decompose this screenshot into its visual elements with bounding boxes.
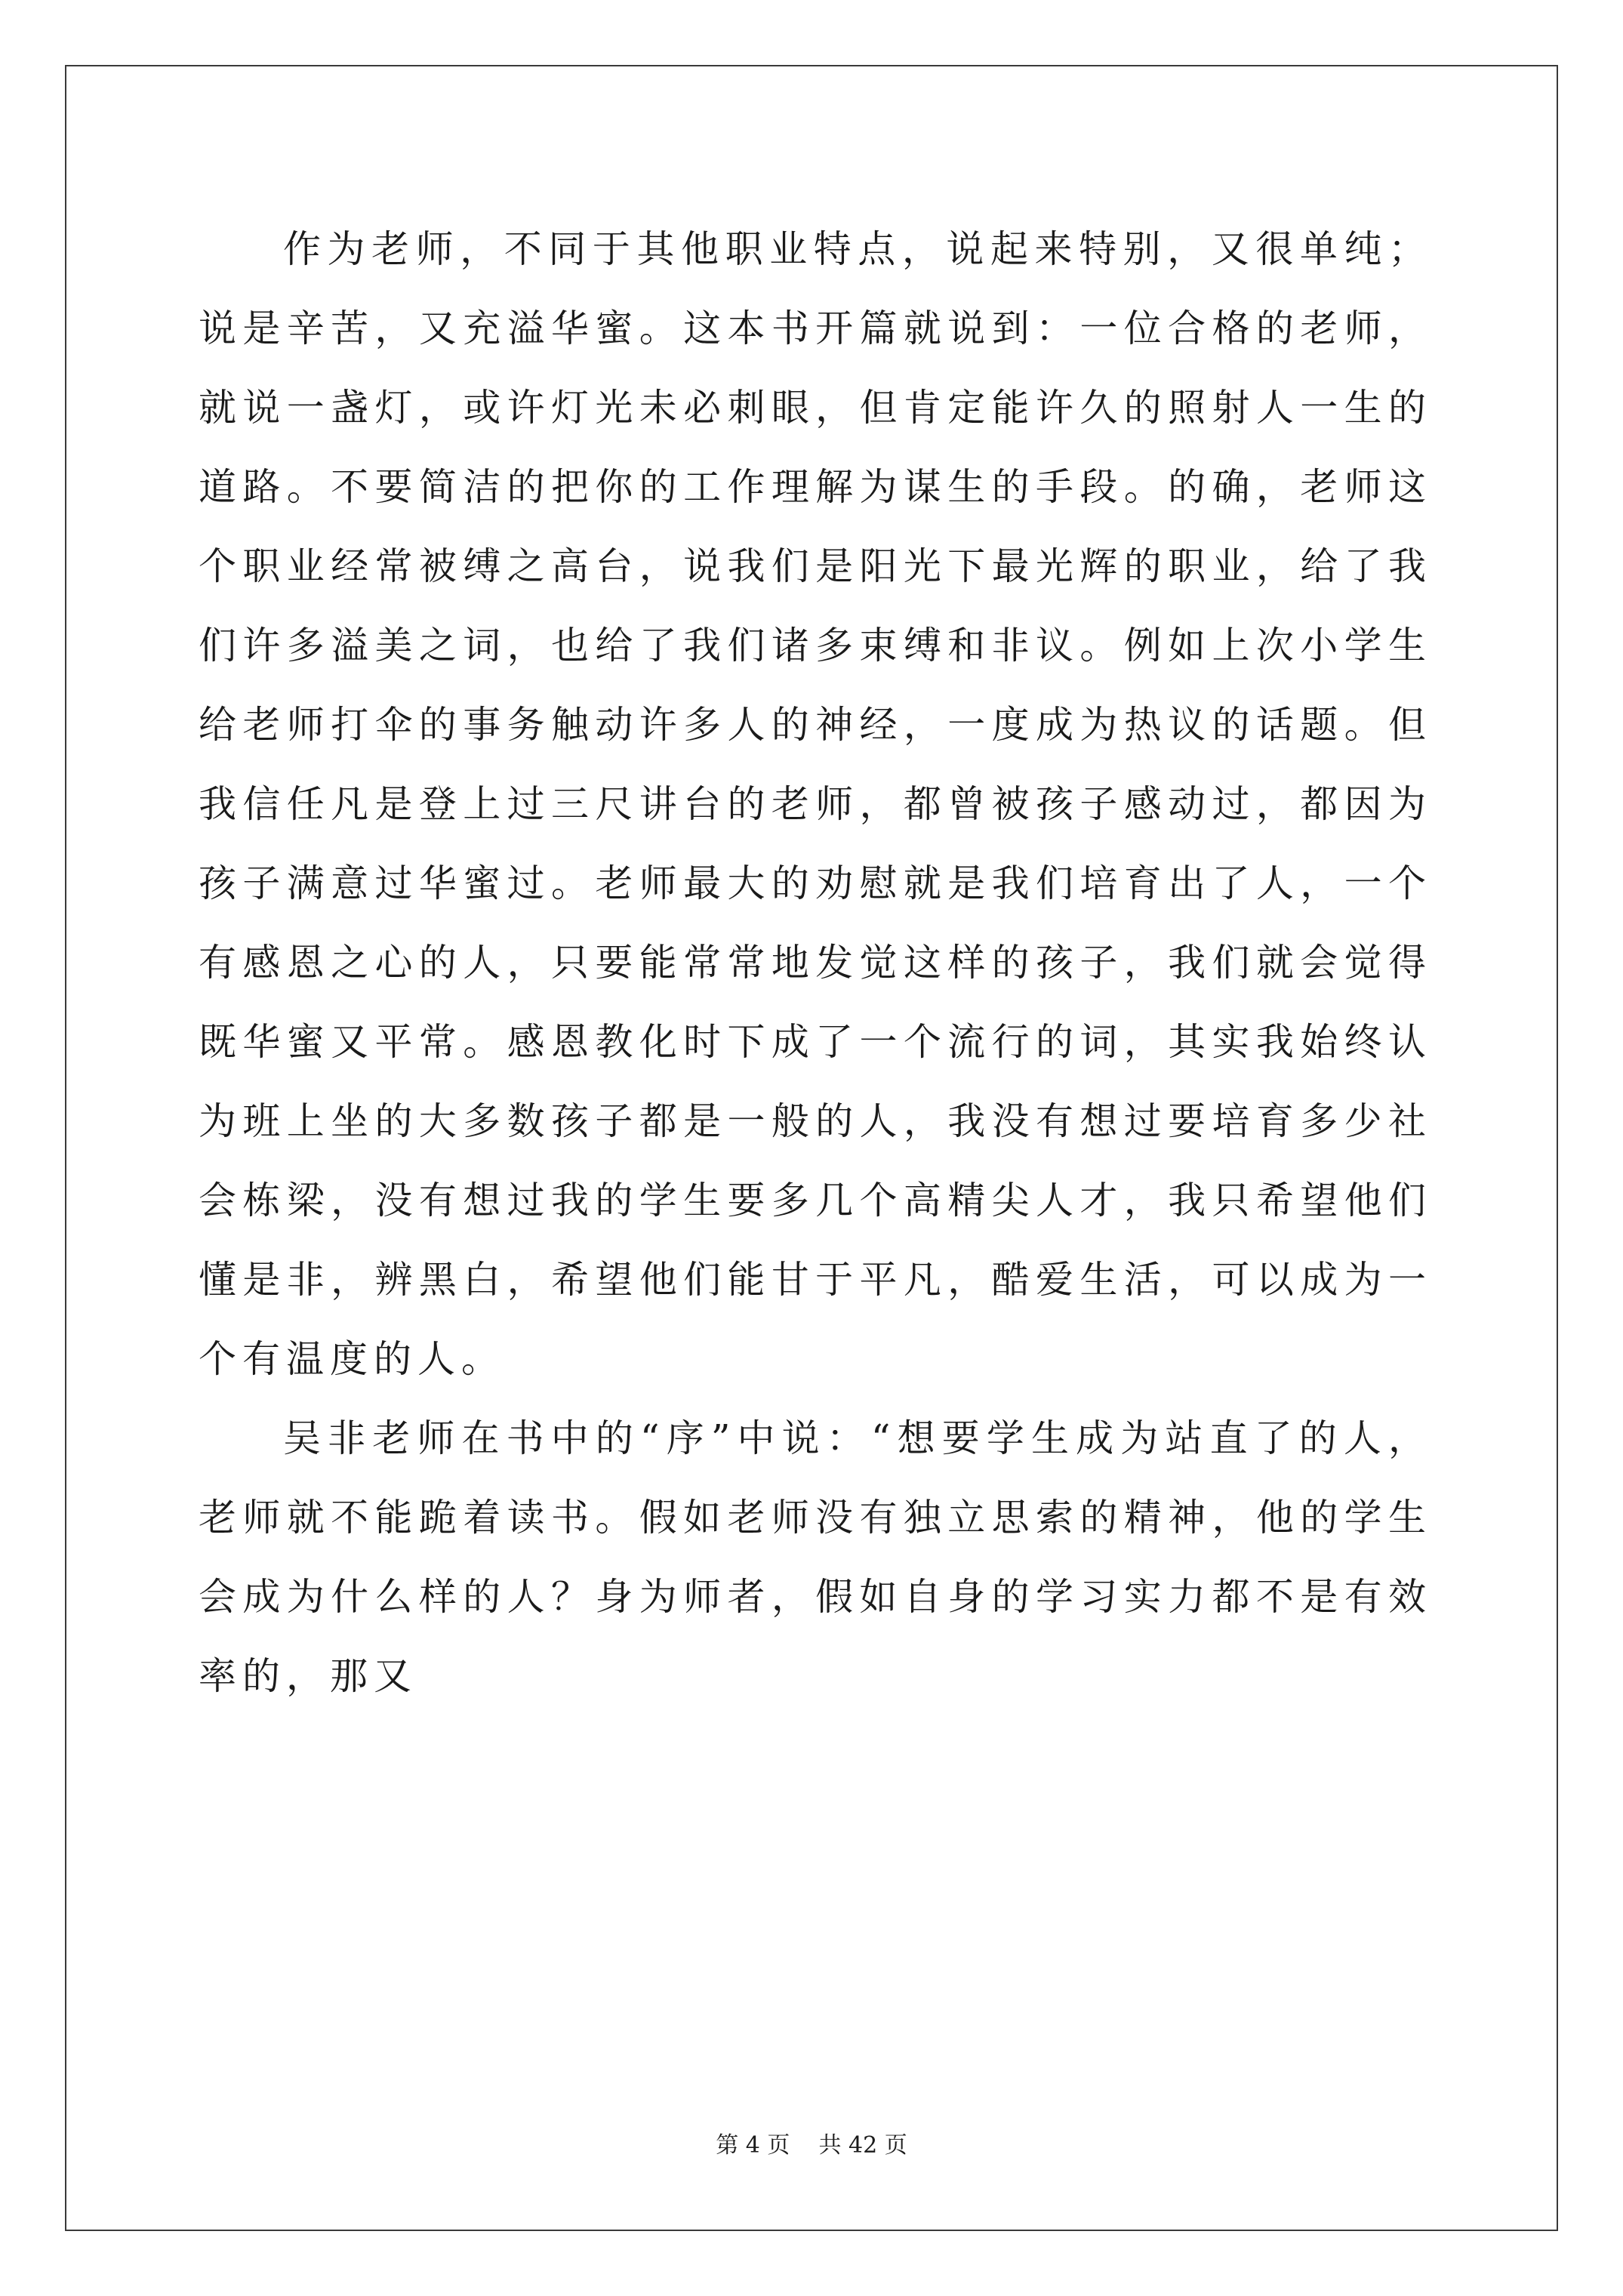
paragraph-1: 作为老师，不同于其他职业特点，说起来特别，又很单纯；说是辛苦，又充溢华蜜。这本书开篇就说到：一位合格的老师，就说一盏灯，或许灯光未必刺眼，但肯定能许久的照射人一生的道路。不要简洁的把你的工作理解为谋生的手段。的确，老师这个职业经常被缚之高台，说我们是阳光下最光辉的职业，给了我们许多溢美之词，也给了我们诸多束缚和非议。例如上次小学生给老师打伞的事务触动许多人的神经，一度成为热议的话题。但我信任凡是登上过三尺讲台的老师，都曾被孩子感动过，都因为孩子满意过华蜜过。老师最大的劝慰就是我们培育出了人，一个有感恩之心的人，只要能常常地发觉这样的孩子，我们就会觉得既华蜜又平常。感恩教化时下成了一个流行的词，其实我始终认为班上坐的大多数孩子都是一般的人，我没有想过要培育多少社会栋梁，没有想过我的学生要多几个高精尖人才，我只希望他们懂是非，辨黑白，希望他们能甘于平凡，酷爱生活，可以成为一个有温度的人。 [199,227,1432,1381]
document-body [199,210,1432,1716]
paragraph-2: 吴非老师在书中的“序”中说：“想要学生成为站直了的人，老师就不能跪着读书。假如老师没有独立思索的精神，他的学生会成为什么样的人？身为师者，假如自身的学习实力都不是有效率的，那又 [199,1416,1432,1698]
page-number: 第 4 页 共 42 页 [716,2132,907,2159]
page-footer [0,2131,1623,2161]
